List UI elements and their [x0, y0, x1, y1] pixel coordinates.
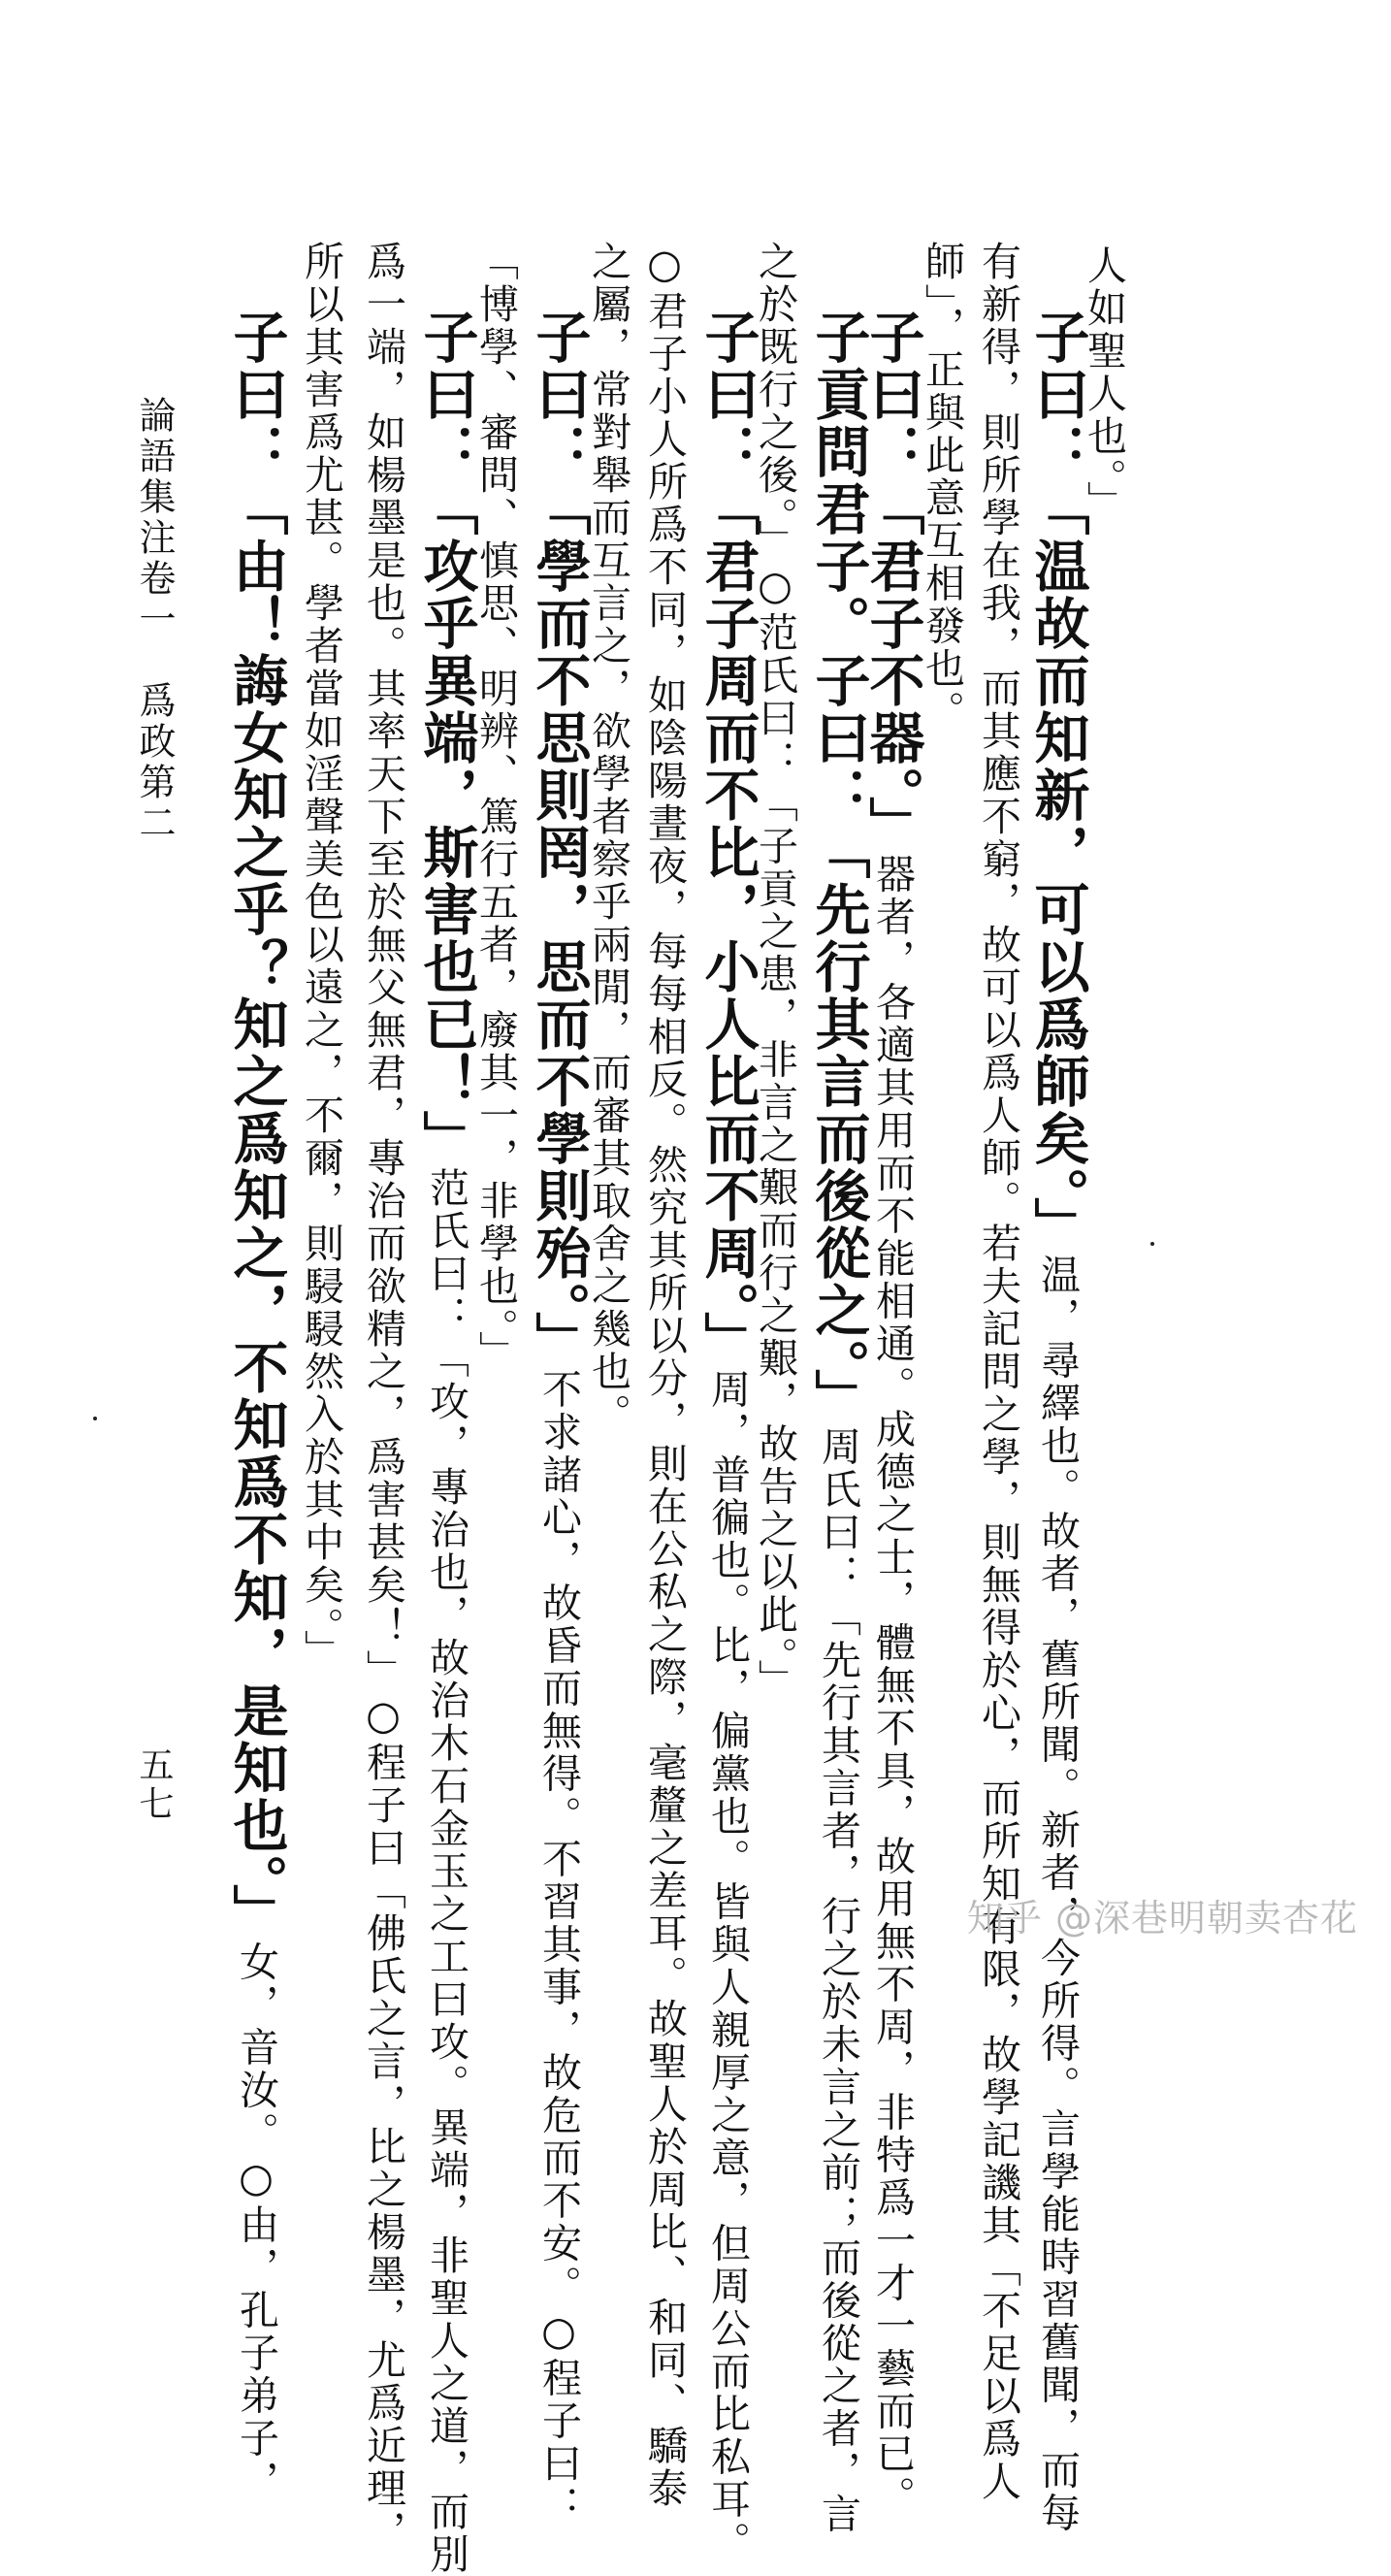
text-column-2 — [1025, 309, 1090, 2535]
text-column-14: 爲一端，如楊墨是也。其率天下至於無父無君，專治而欲精之，爲害甚矣！」○程子曰「佛氏之言，比之楊墨，尤爲近理， — [360, 241, 406, 2553]
text-column-11 — [527, 309, 592, 2528]
classic-text: 子曰：「温故而知新，可以爲師矣。」 — [1025, 309, 1090, 1255]
text-column-10: 之屬，常對舉而互言之，欲學者察乎兩閒，而審其取舍之幾也。 — [585, 241, 631, 1436]
scan-speck — [1150, 1242, 1154, 1246]
text-column-16 — [224, 309, 289, 2503]
classic-text: 子曰：「學而不思則罔，思而不學則殆。」 — [527, 309, 592, 1369]
commentary-text: 女，音汝。○由，孔子弟子， — [233, 1940, 279, 2503]
text-column-12: 「博學、審問、慎思、明辨、篤行五者，廢其一，非學也。」 — [472, 241, 519, 1374]
text-column-3: 有新得，則所學在我，而其應不窮，故可以爲人師。若夫記問之學，則無得於心，而所知有限，故學記譏其「不足以爲人 — [975, 241, 1021, 2503]
commentary-text: 不求諸心，故昏而無得。不習其事，故危而不安。○程子曰： — [535, 1368, 582, 2528]
scan-speck — [93, 1417, 97, 1420]
book-title-footer: 論語集注卷一 爲政第二 — [133, 396, 176, 844]
commentary-text: 周氏曰：「先行其言者，行之於未言之前；而後從之者，言 — [815, 1425, 861, 2536]
classic-text: 子曰：「攻乎異端，斯害也已！」 — [414, 309, 479, 1167]
text-column-15: 所以其害爲尤甚。學者當如淫聲美色以遠之，不爾，則駸駸然入於其中矣。」 — [298, 241, 344, 1673]
text-column-7: 之於既行之後。」○范氏曰：「子貢之患，非言之艱而行之艱，故告之以此。」 — [752, 241, 798, 1702]
page-number: 五七 — [134, 1746, 174, 1824]
classic-text: 子貢問君子。子曰：「先行其言而後從之。」 — [806, 309, 871, 1426]
text-column-6 — [806, 309, 871, 2536]
text-column-1: 人如聖人也。」 — [1081, 245, 1127, 524]
classic-text: 子曰：「君子不器。」 — [860, 309, 925, 854]
commentary-text: 范氏曰：「攻，專治也，故治木石金玉之工曰攻。異端，非聖人之道，而別 — [423, 1167, 469, 2576]
watermark: 知乎 @深巷明朝卖杏花 — [966, 1897, 1358, 1940]
text-column-13 — [414, 309, 479, 2576]
classic-text: 子曰：「由！誨女知之乎？知之爲知之，不知爲不知，是知也。」 — [224, 309, 289, 1941]
text-column-5 — [860, 309, 925, 2519]
text-column-9: ○君子小人所爲不同，如陰陽晝夜，每每相反。然究其所以分，則在公私之際，毫釐之差耳。故聖人於周比、和同、驕泰 — [641, 241, 688, 2510]
text-column-8 — [696, 309, 760, 2564]
commentary-text: 周，普徧也。比，偏黨也。皆與人親厚之意，但周公而比私耳。 — [704, 1368, 751, 2564]
classic-text: 子曰：「君子周而不比，小人比而不周。」 — [696, 309, 760, 1369]
text-column-4: 師」，正與此意互相發也。 — [919, 241, 965, 734]
commentary-text: 温，尋繹也。故者，舊所聞。新者，今所得。言學能時習舊聞，而每 — [1034, 1254, 1081, 2535]
commentary-text: 器者，各適其用而不能相通。成德之士，體無不具，故用無不周，非特爲一才一藝而已。 — [869, 853, 916, 2519]
